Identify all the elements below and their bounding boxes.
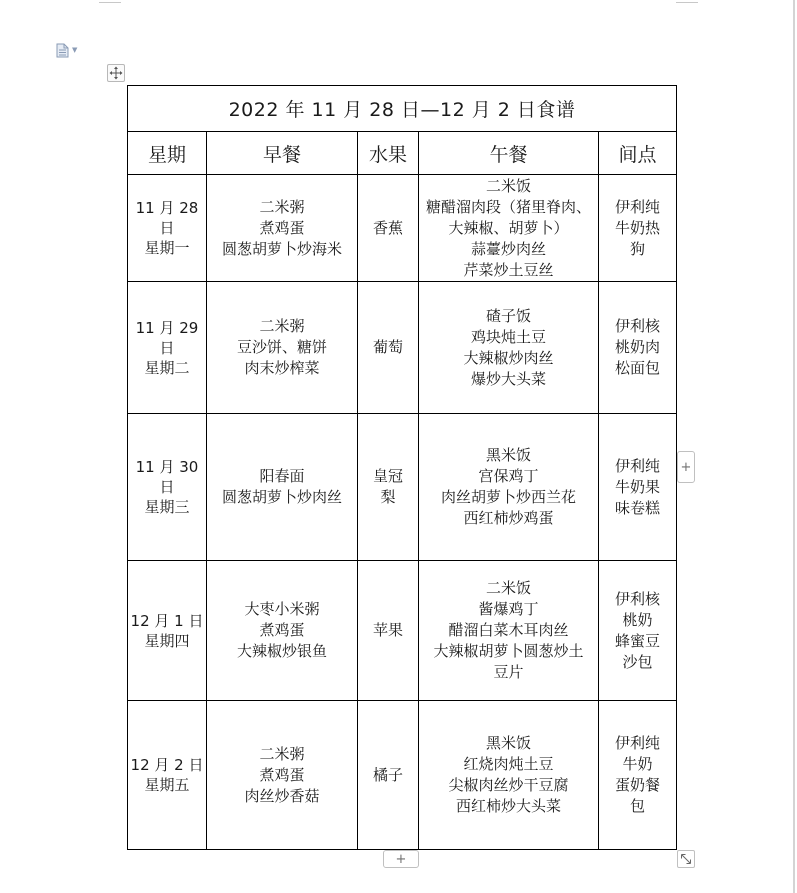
lunch-cell[interactable] — [419, 414, 599, 561]
fruit-cell-line: 香蕉 — [372, 218, 403, 237]
lunch-cell-line: 鸡块炖土豆 — [470, 327, 546, 346]
lunch-cell-line: 红烧肉炖土豆 — [463, 755, 554, 773]
lunch-cell-line: 大辣椒、胡萝卜） — [448, 218, 569, 237]
day-cell-line: 日 — [159, 478, 175, 496]
header-row — [128, 132, 677, 175]
day-cell-line: 星期三 — [144, 498, 190, 516]
day-cell[interactable] — [128, 414, 207, 561]
day-cell-line: 星期五 — [144, 776, 190, 794]
paragraph-options-button[interactable] — [56, 42, 82, 58]
add-column-button[interactable]: + — [677, 451, 695, 483]
snack-cell-line: 桃奶 — [622, 610, 653, 629]
lunch-cell-line: 大辣椒炒肉丝 — [463, 348, 554, 367]
snack-cell-line: 伊利纯 — [614, 734, 660, 752]
fruit-cell[interactable] — [358, 561, 419, 701]
lunch-cell-line: 大辣椒胡萝卜圆葱炒土 — [433, 642, 584, 660]
day-cell-line: 星期一 — [144, 239, 190, 257]
breakfast-cell-line: 大辣椒炒银鱼 — [236, 642, 327, 660]
day-cell-line: 星期四 — [144, 631, 190, 650]
day-cell[interactable] — [128, 701, 207, 850]
lunch-cell-line: 碴子饭 — [485, 306, 531, 325]
snack-cell[interactable] — [599, 561, 677, 701]
table-title[interactable]: 2022 年 11 月 28 日—12 月 2 日食谱 — [128, 86, 677, 132]
header-snack[interactable]: 间点 — [599, 132, 677, 175]
lunch-cell-line: 尖椒肉丝炒干豆腐 — [448, 776, 569, 794]
snack-cell-line: 包 — [629, 797, 645, 815]
day-cell-line: 星期二 — [144, 358, 190, 377]
breakfast-cell-line: 二米粥 — [259, 744, 305, 763]
snack-cell-line: 蛋奶餐 — [614, 776, 660, 794]
day-cell[interactable] — [128, 561, 207, 701]
lunch-cell-line: 黑米饭 — [485, 734, 531, 752]
lunch-cell[interactable] — [419, 701, 599, 850]
move-arrows-icon — [109, 66, 123, 80]
day-cell[interactable] — [128, 282, 207, 414]
breakfast-cell-line: 煮鸡蛋 — [259, 621, 305, 639]
breakfast-cell-line: 煮鸡蛋 — [259, 218, 305, 237]
day-cell-line: 11 月 30 — [135, 458, 199, 476]
lunch-cell-line: 醋溜白菜木耳肉丝 — [448, 621, 569, 639]
snack-cell[interactable] — [599, 701, 677, 850]
breakfast-cell-line: 煮鸡蛋 — [259, 765, 305, 784]
snack-cell[interactable] — [599, 414, 677, 561]
lunch-cell-line: 二米饭 — [485, 176, 531, 195]
lunch-cell[interactable] — [419, 561, 599, 701]
day-cell-line: 12 月 1 日 — [130, 611, 204, 630]
fruit-cell[interactable] — [358, 701, 419, 850]
snack-cell[interactable] — [599, 175, 677, 282]
lunch-cell-line: 芹菜炒土豆丝 — [463, 260, 554, 279]
page-right-border — [793, 0, 795, 893]
lunch-cell[interactable] — [419, 282, 599, 414]
snack-cell-line: 松面包 — [614, 359, 660, 377]
dropdown-arrow-icon: ▼ — [72, 45, 78, 54]
breakfast-cell-line: 圆葱胡萝卜炒海米 — [221, 239, 342, 258]
snack-cell-line: 味卷糕 — [614, 498, 660, 517]
breakfast-cell-line: 大枣小米粥 — [244, 600, 320, 618]
table-resize-handle[interactable] — [677, 850, 695, 868]
snack-cell-line: 伊利核 — [614, 589, 660, 608]
fruit-cell-line: 橘子 — [372, 765, 403, 784]
add-row-button[interactable]: + — [383, 850, 419, 868]
lunch-cell-line: 肉丝胡萝卜炒西兰花 — [440, 488, 576, 506]
breakfast-cell-line: 二米粥 — [259, 197, 305, 216]
menu-row — [128, 701, 677, 850]
breakfast-cell[interactable] — [207, 414, 358, 561]
margin-corner-mark-right — [676, 0, 698, 3]
resize-diagonal-icon — [680, 853, 692, 865]
fruit-cell-line: 葡萄 — [372, 338, 403, 356]
header-day[interactable]: 星期 — [128, 132, 207, 175]
breakfast-cell[interactable] — [207, 561, 358, 701]
day-cell-line: 日 — [159, 338, 175, 357]
snack-cell-line: 牛奶热 — [614, 218, 660, 237]
lunch-cell[interactable] — [419, 175, 599, 282]
snack-cell-line: 蜂蜜豆 — [614, 631, 660, 650]
lunch-cell-line: 西红柿炒鸡蛋 — [463, 509, 554, 527]
menu-row — [128, 561, 677, 701]
day-cell-line: 11 月 29 — [135, 318, 199, 337]
snack-cell-line: 伊利核 — [614, 317, 660, 335]
menu-row — [128, 414, 677, 561]
table-move-handle[interactable] — [107, 64, 125, 82]
lunch-cell-line: 黑米饭 — [485, 446, 531, 464]
breakfast-cell[interactable] — [207, 701, 358, 850]
day-cell[interactable] — [128, 175, 207, 282]
fruit-cell-line: 苹果 — [372, 621, 403, 639]
lunch-cell-line: 西红柿炒大头菜 — [455, 797, 561, 815]
breakfast-cell-line: 圆葱胡萝卜炒肉丝 — [221, 488, 342, 506]
header-lunch[interactable]: 午餐 — [419, 132, 599, 175]
day-cell-line: 12 月 2 日 — [130, 756, 204, 774]
breakfast-cell-line: 豆沙饼、糖饼 — [236, 338, 327, 356]
fruit-cell-line: 皇冠 — [372, 467, 403, 485]
margin-corner-mark-left — [99, 0, 121, 3]
lunch-cell-line: 酱爆鸡丁 — [478, 600, 539, 618]
fruit-cell[interactable] — [358, 175, 419, 282]
header-breakfast[interactable]: 早餐 — [207, 132, 358, 175]
snack-cell-line: 狗 — [629, 239, 645, 258]
menu-table — [127, 85, 677, 850]
document-icon — [56, 43, 69, 58]
fruit-cell[interactable] — [358, 282, 419, 414]
lunch-cell-line: 蒜薹炒肉丝 — [470, 239, 546, 258]
breakfast-cell-line: 肉丝炒香菇 — [244, 786, 320, 805]
snack-cell-line: 伊利纯 — [614, 456, 660, 475]
menu-rows — [128, 175, 677, 850]
lunch-cell-line: 豆片 — [493, 663, 524, 681]
header-fruit[interactable]: 水果 — [358, 132, 419, 175]
menu-row — [128, 175, 677, 282]
snack-cell-line: 桃奶肉 — [614, 338, 660, 356]
breakfast-cell[interactable] — [207, 282, 358, 414]
breakfast-cell-line: 阳春面 — [259, 467, 305, 485]
day-cell-line: 日 — [159, 219, 175, 237]
snack-cell-line: 沙包 — [622, 652, 653, 671]
snack-cell-line: 牛奶 — [622, 755, 653, 773]
snack-cell[interactable] — [599, 282, 677, 414]
day-cell-line: 11 月 28 — [135, 199, 199, 217]
breakfast-cell-line: 二米粥 — [259, 317, 305, 335]
lunch-cell-line: 爆炒大头菜 — [470, 369, 546, 388]
lunch-cell-line: 二米饭 — [485, 579, 531, 597]
snack-cell-line: 伊利纯 — [614, 197, 660, 216]
menu-row — [128, 282, 677, 414]
lunch-cell-line: 糖醋溜肉段（猪里脊肉、 — [425, 197, 591, 216]
lunch-cell-line: 宫保鸡丁 — [478, 467, 539, 485]
snack-cell-line: 牛奶果 — [614, 477, 660, 496]
breakfast-cell[interactable] — [207, 175, 358, 282]
breakfast-cell-line: 肉末炒榨菜 — [244, 359, 320, 377]
fruit-cell[interactable] — [358, 414, 419, 561]
fruit-cell-line: 梨 — [380, 488, 396, 506]
